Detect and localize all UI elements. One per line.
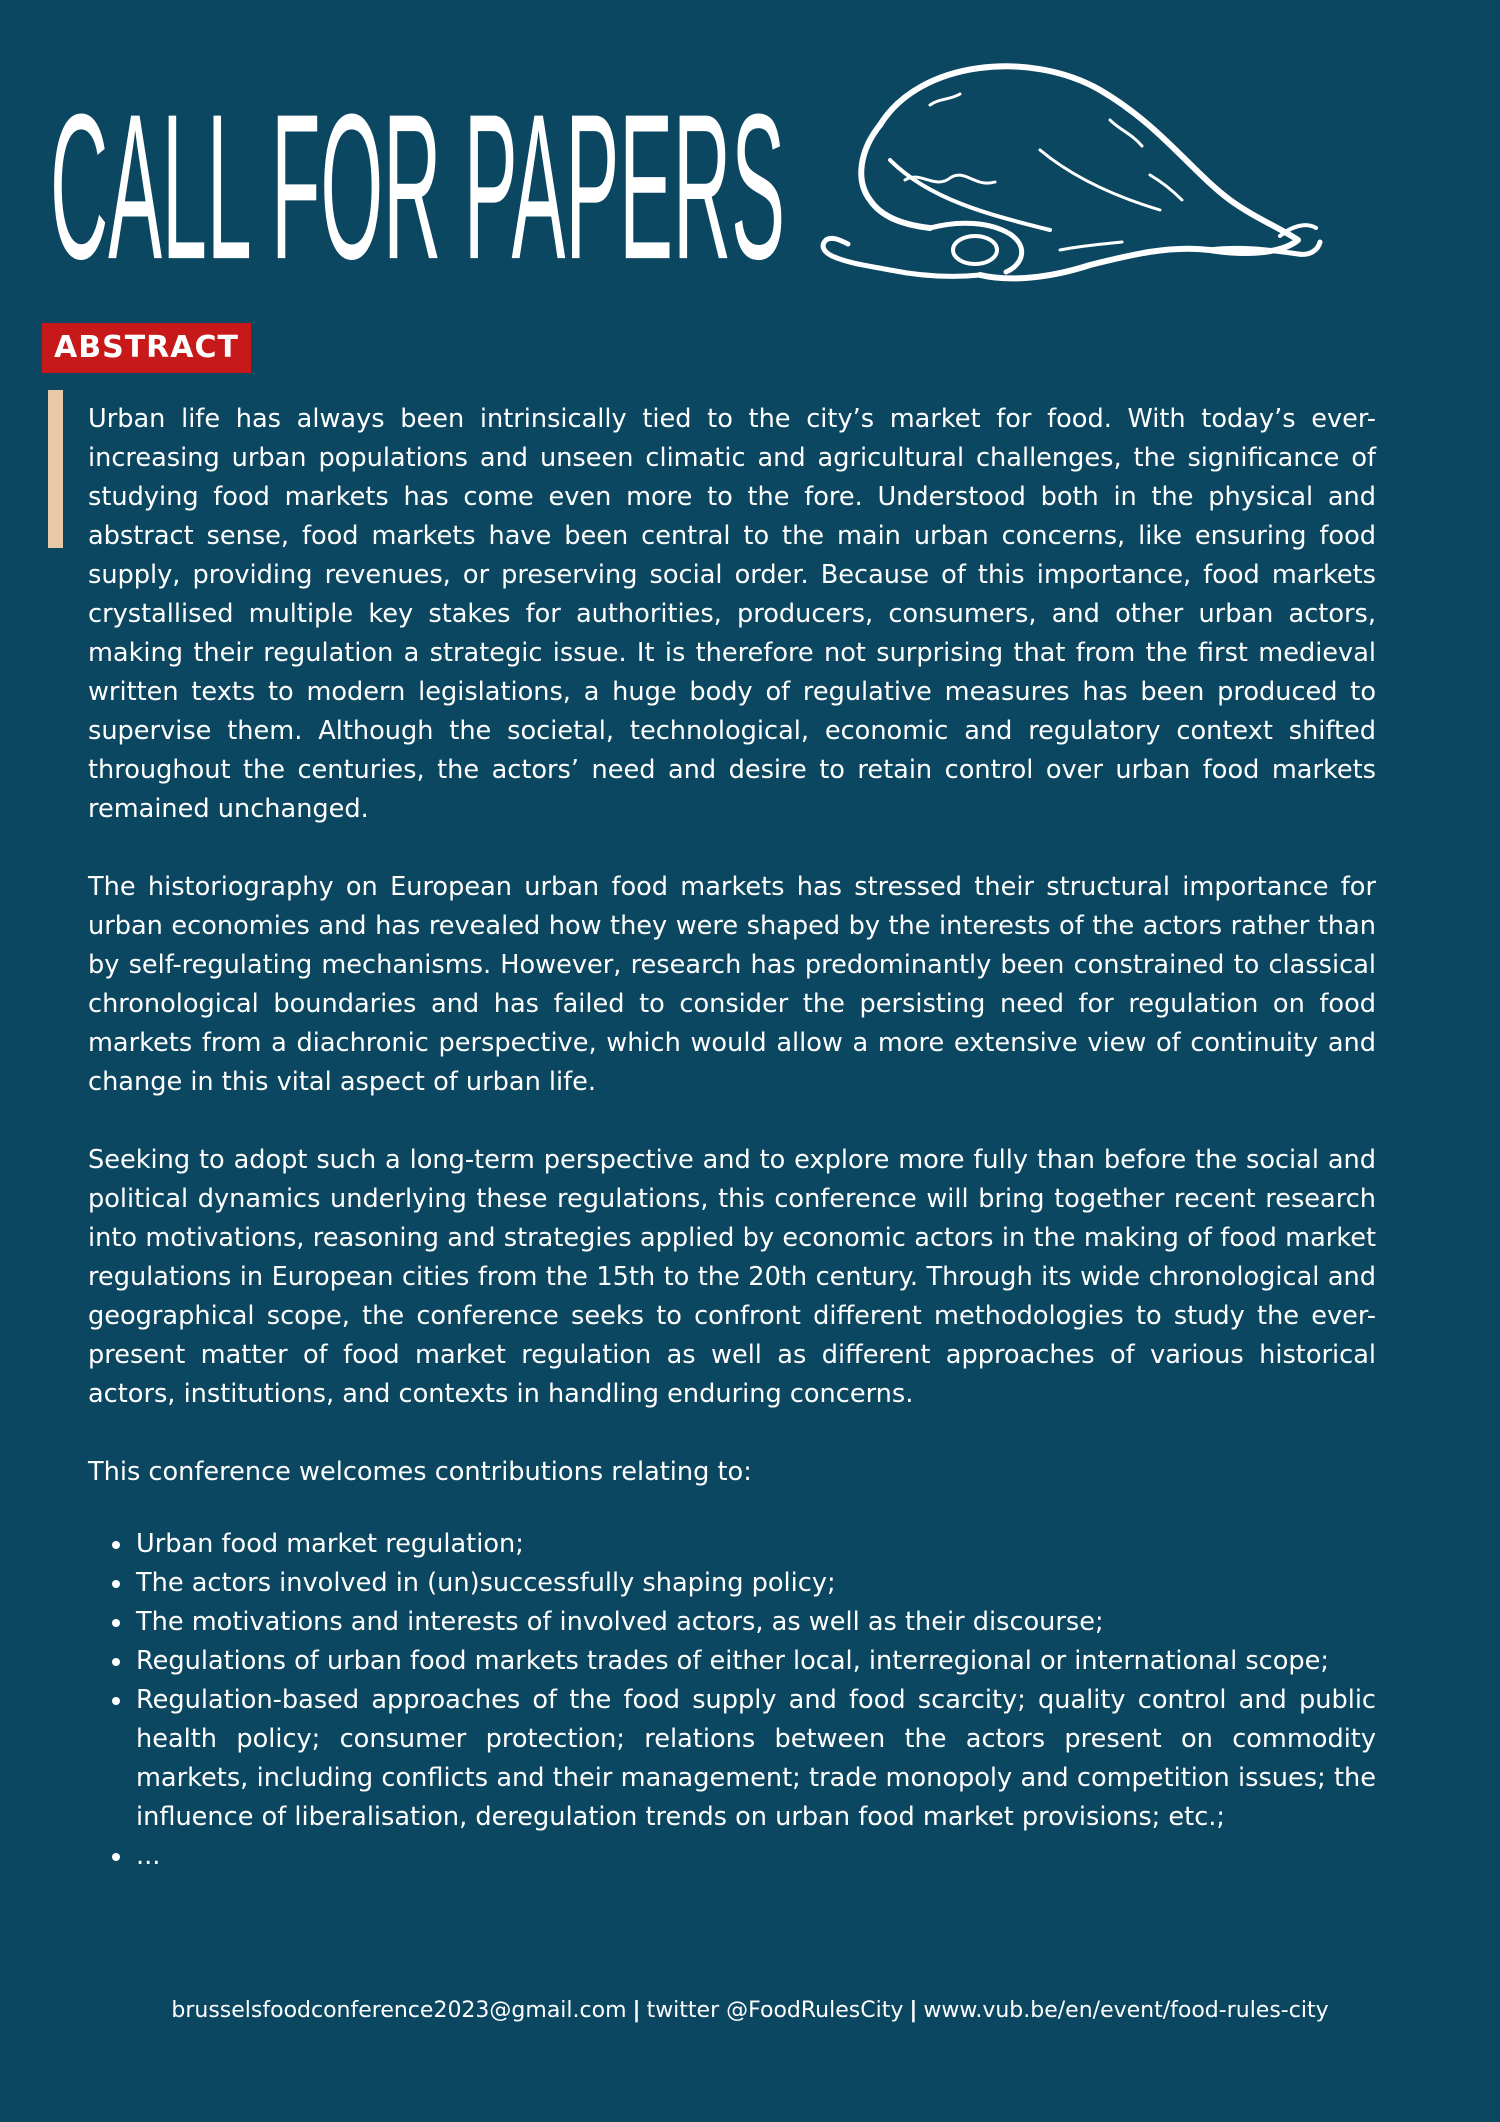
- poultry-carcass-illustration-icon: [810, 50, 1330, 310]
- list-item: Urban food market regulation;: [88, 1525, 1376, 1564]
- list-intro: This conference welcomes contributions relating to:: [88, 1457, 752, 1487]
- paragraph-2: The historiography on European urban food markets has stressed their structural importance for urban economies and has revealed how they were shaped by the interests of the actors rather than by self-regulating mechanisms. However, research has predominantly been constrained to classical chronological boundaries and has failed to consider the persisting need for regulation on food markets from a diachronic perspective, which would allow a more extensive view of continuity and change in this vital aspect of urban life.: [88, 872, 1376, 1097]
- page-title-text: CALL FOR PAPERS: [50, 71, 785, 303]
- paragraph-3: Seeking to adopt such a long-term perspective and to explore more fully than before the social and political dynamics underlying these regulations, this conference will bring together recent research into motivations, reasoning and strategies applied by economic actors in the making of food market regulations in European cities from the 15th to the 20th century. Through its wide chronological and geographical scope, the conference seeks to confront different methodologies to study the ever-present matter of food market regulation as well as different approaches of various historical actors, institutions, and contexts in handling enduring concerns.: [88, 1145, 1376, 1409]
- list-item: Regulations of urban food markets trades of either local, interregional or international scope;: [88, 1642, 1376, 1681]
- footer-separator: |: [909, 1997, 918, 2023]
- paragraph-1: Urban life has always been intrinsically tied to the city’s market for food. With today’s ever-increasing urban populations and unseen climatic and agricultural challenges, the significance of studying food markets has come even more to the fore. Understood both in the physical and abstract sense, food markets have been central to the main urban concerns, like ensuring food supply, providing revenues, or preserving social order. Because of this importance, food markets crystallised multiple key stakes for authorities, producers, consumers, and other urban actors, making their regulation a strategic issue. It is therefore not surprising that from the first medieval written texts to modern legislations, a huge body of regulative measures has been produced to supervise them. Although the societal, technological, economic and regulatory context shifted throughout the centuries, the actors’ need and desire to retain control over urban food markets remained unchanged.: [88, 404, 1376, 824]
- list-item: ...: [88, 1837, 1376, 1876]
- footer: [0, 1990, 1500, 2030]
- footer-twitter[interactable]: twitter @FoodRulesCity: [646, 1997, 904, 2023]
- list-item: Regulation-based approaches of the food supply and food scarcity; quality control and public health policy; consumer protection; relations between the actors present on commodity markets, including conflicts and their management; trade monopoly and competition issues; the influence of liberalisation, deregulation trends on urban food market provisions; etc.;: [88, 1681, 1376, 1837]
- accent-bar: [48, 390, 63, 548]
- page-title: [50, 58, 790, 303]
- list-item: The motivations and interests of involved actors, as well as their discourse;: [88, 1603, 1376, 1642]
- topics-list: [88, 1525, 1376, 1876]
- abstract-badge: ABSTRACT: [42, 323, 251, 373]
- list-item: The actors involved in (un)successfully shaping policy;: [88, 1564, 1376, 1603]
- abstract-body: [88, 400, 1376, 1876]
- footer-website[interactable]: www.vub.be/en/event/food-rules-city: [923, 1997, 1329, 2023]
- footer-email[interactable]: brusselsfoodconference2023@gmail.com: [171, 1997, 627, 2023]
- footer-separator: |: [632, 1997, 641, 2023]
